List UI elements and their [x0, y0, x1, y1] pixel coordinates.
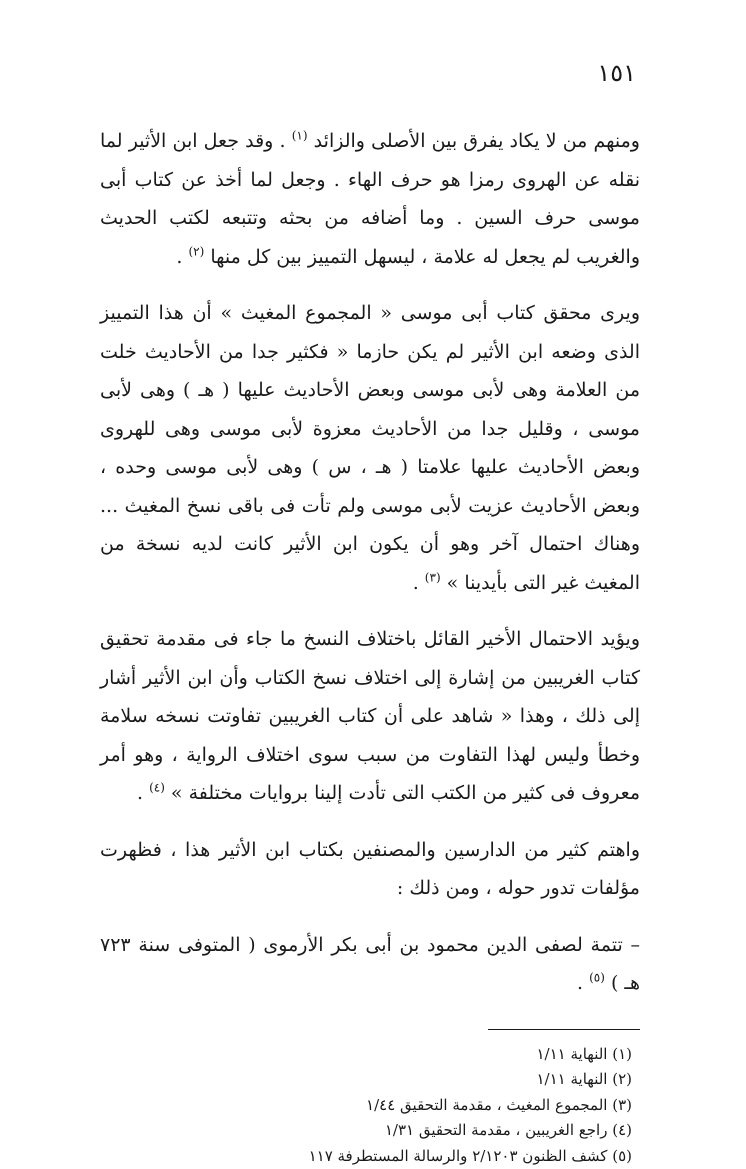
- paragraph-3: [100, 620, 640, 813]
- paragraph-text: ويرى محقق كتاب أبى موسى « المجموع المغيث » أن هذا التمييز الذى وضعه ابن الأثير لم يكن حازما « فكثير جدا من الأحاديث خلت من العلامة وهى لأبى موسى وبعض الأحاديث عليها ( هـ ) وهى لأبى موسى ، وقليل جدا من الأحاديث معزوة لأبى موسى وهى للهروى وبعض الأحاديث عليها علامتا ( هـ ، س ) وهى لأبى موسى وحده ، وبعض الأحاديث عزيت لأبى موسى ولم تأت فى باقى نسخ المغيث ... وهناك احتمال آخر وهو أن يكون ابن الأثير كانت لديه نسخة من المغيث غير التى بأيدينا »: [100, 302, 640, 594]
- footnote-3: (٣) المجموع المغيث ، مقدمة التحقيق ١/٤٤: [100, 1093, 632, 1119]
- paragraph-5: [100, 926, 640, 1003]
- paragraph-4: [100, 831, 640, 908]
- paragraph-text: .: [577, 972, 589, 994]
- footnotes: [100, 1042, 640, 1169]
- paragraph-text: ويؤيد الاحتمال الأخير القائل باختلاف النسخ ما جاء فى مقدمة تحقيق كتاب الغريبين من إشارة إلى اختلاف نسخ الكتاب وأن ابن الأثير أشار إلى ذلك ، وهذا « شاهد على أن كتاب الغريبين تفاوتت نسخه سلامة وخطأ وليس لهذا التفاوت من سبب سوى اختلاف الرواية ، وهو أمر معروف فى كثير من الكتب التى تأدت إلينا بروايات مختلفة »: [100, 628, 640, 804]
- paragraph-text: .: [176, 246, 188, 268]
- footnote-divider: [488, 1029, 640, 1030]
- paragraph-2: [100, 294, 640, 602]
- paragraph-text: .: [137, 782, 149, 804]
- page-number: ١٥١: [100, 56, 640, 90]
- paragraph-1: [100, 122, 640, 276]
- footnote-ref-5: (٥): [589, 971, 605, 985]
- paragraph-text: – تتمة لصفى الدين محمود بن أبى بكر الأرموى ( المتوفى سنة ٧٢٣ هـ ): [100, 934, 640, 995]
- book-page: [100, 56, 640, 1169]
- footnote-2: (٢) النهاية ١/١١: [100, 1067, 632, 1093]
- paragraph-text: واهتم كثير من الدارسين والمصنفين بكتاب ابن الأثير هذا ، فظهرت مؤلفات تدور حوله ، ومن ذلك :: [100, 839, 640, 900]
- footnote-ref-1: (١): [292, 129, 308, 143]
- footnote-ref-2: (٢): [188, 244, 204, 258]
- paragraph-text: ومنهم من لا يكاد يفرق بين الأصلى والزائد: [308, 130, 640, 152]
- footnote-4: (٤) راجع الغريبين ، مقدمة التحقيق ١/٣١: [100, 1118, 632, 1144]
- paragraph-text: .: [413, 572, 425, 594]
- main-text: [100, 122, 640, 1003]
- paragraph-text: . وقد جعل ابن الأثير لما نقله عن الهروى رمزا هو حرف الهاء . وجعل لما أخذ عن كتاب أبى موسى حرف السين . وما أضافه من بحثه وتتبعه لكتب الحديث والغريب لم يجعل له علامة ، ليسهل التمييز بين كل منها: [100, 130, 640, 268]
- footnote-5: (٥) كشف الظنون ٢/١٢٠٣ والرسالة المستطرفة ١١٧: [100, 1144, 632, 1169]
- footnote-ref-4: (٤): [149, 781, 165, 795]
- footnote-ref-3: (٣): [425, 570, 441, 584]
- footnote-1: (١) النهاية ١/١١: [100, 1042, 632, 1068]
